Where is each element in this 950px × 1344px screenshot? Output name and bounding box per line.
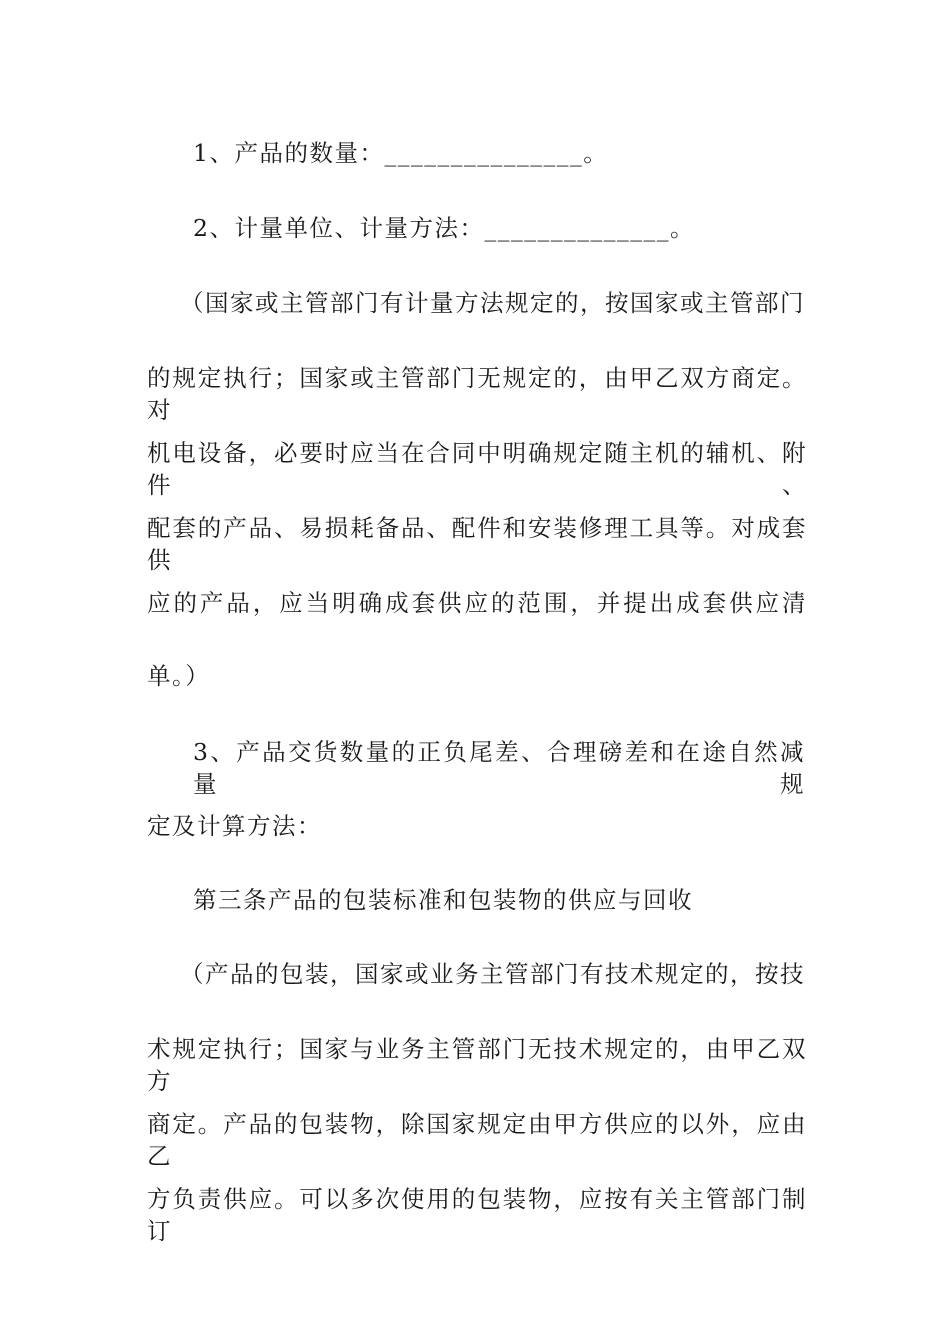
text-line-5: 机电设备，必要时应当在合同中明确规定随主机的辅机、附件、 bbox=[147, 439, 807, 499]
text-line-13: 术规定执行；国家与业务主管部门无技术规定的，由甲乙双方 bbox=[147, 1035, 807, 1095]
text-line-9: 3、产品交货数量的正负尾差、合理磅差和在途自然减量规 bbox=[193, 738, 805, 798]
text-line-6: 配套的产品、易损耗备品、配件和安装修理工具等。对成套供 bbox=[147, 514, 807, 574]
section-heading: 第三条产品的包装标准和包装物的供应与回收 bbox=[193, 886, 693, 914]
text-line-12: （产品的包装，国家或业务主管部门有技术规定的，按技 bbox=[180, 960, 805, 988]
text-line-8: 单。） bbox=[147, 662, 211, 690]
text-line-15: 方负责供应。可以多次使用的包装物，应按有关主管部门制订 bbox=[147, 1185, 807, 1245]
text-line-7: 应的产品，应当明确成套供应的范围，并提出成套供应清 bbox=[147, 589, 807, 617]
text-line-4: 的规定执行；国家或主管部门无规定的，由甲乙双方商定。对 bbox=[147, 364, 807, 424]
text-line-14: 商定。产品的包装物，除国家规定由甲方供应的以外，应由乙 bbox=[147, 1110, 807, 1170]
text-line-1: 1、产品的数量：_______________。 bbox=[193, 139, 609, 167]
text-line-3: （国家或主管部门有计量方法规定的，按国家或主管部门 bbox=[180, 289, 805, 317]
text-line-10: 定及计算方法： bbox=[147, 812, 322, 840]
text-line-2: 2、计量单位、计量方法：______________。 bbox=[193, 214, 695, 242]
